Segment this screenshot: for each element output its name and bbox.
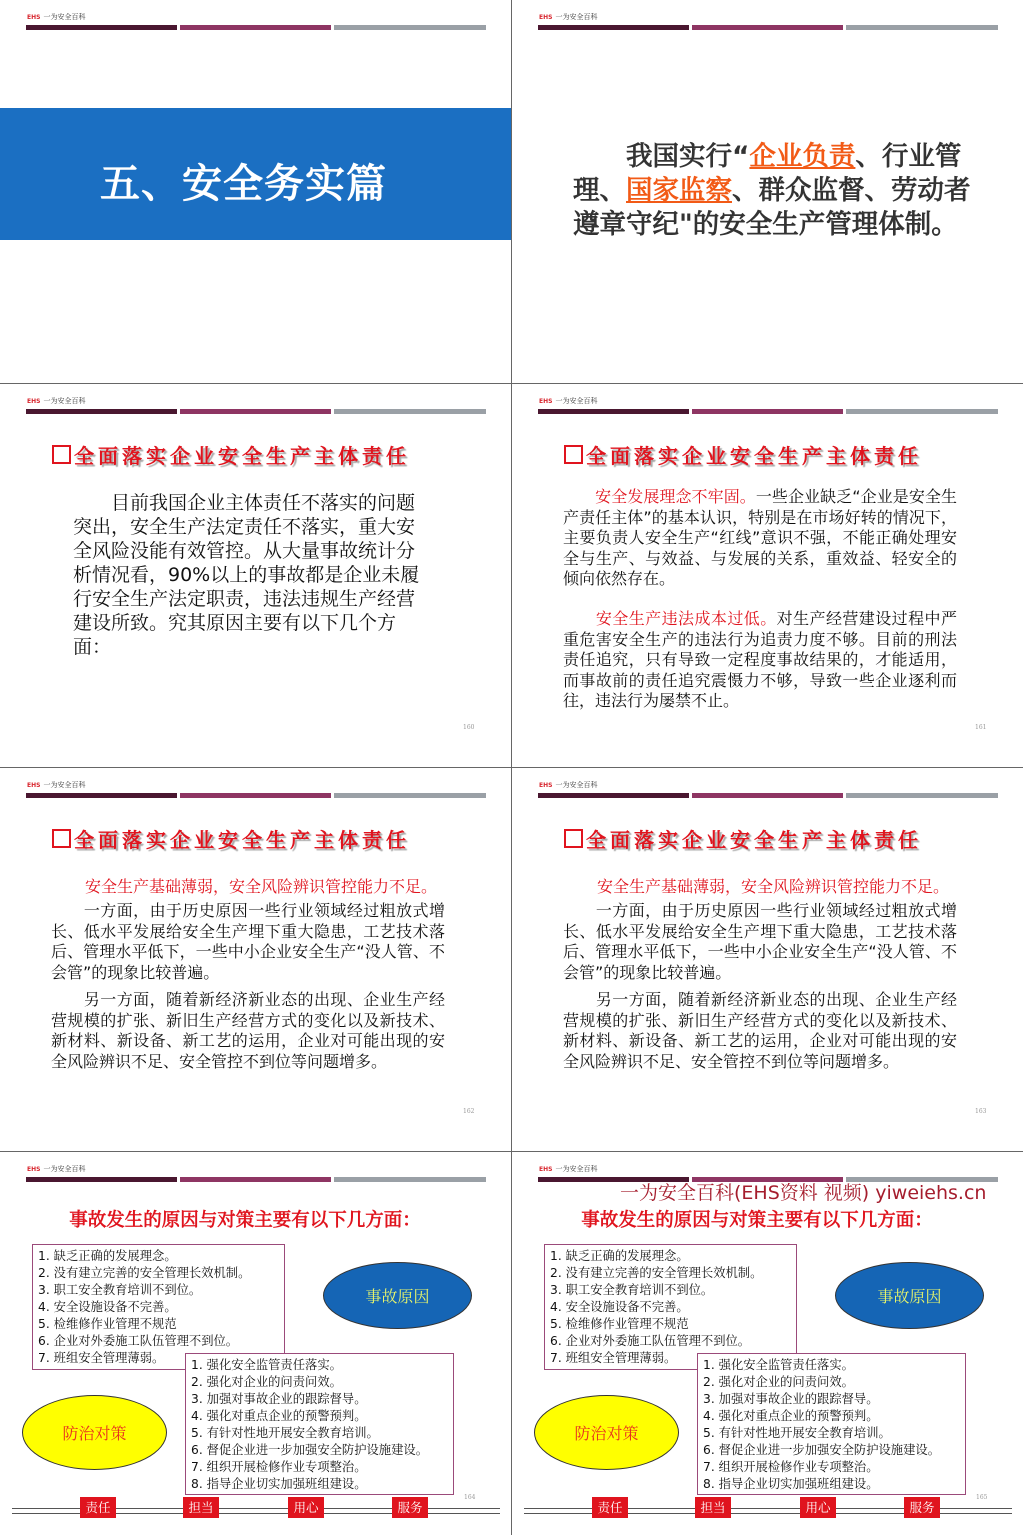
footer-tag: 担当 bbox=[695, 1497, 731, 1518]
logo-text: 一为安全百科 bbox=[43, 1165, 86, 1173]
header-bar-3 bbox=[846, 25, 998, 30]
statement-part: 国家监察 bbox=[626, 175, 732, 206]
causes-list bbox=[32, 1244, 285, 1370]
logo-text: 一为安全百科 bbox=[43, 397, 86, 405]
header-logo bbox=[539, 12, 597, 22]
header-logo bbox=[27, 12, 85, 22]
logo-text: 一为安全百科 bbox=[43, 13, 86, 21]
logo-text: 一为安全百科 bbox=[555, 397, 598, 405]
header-bar-1 bbox=[538, 793, 689, 798]
statement-part: 我国实行“ bbox=[573, 141, 750, 172]
cause-item: 3. 职工安全教育培训不到位。 bbox=[550, 1283, 714, 1297]
slide-subtitle: 安全生产基础薄弱，安全风险辨识管控能力不足。 bbox=[85, 877, 438, 896]
header-bar-1 bbox=[26, 1177, 177, 1182]
cause-item: 7. 班组安全管理薄弱。 bbox=[550, 1351, 677, 1365]
measure-item: 2. 强化对企业的问责问效。 bbox=[703, 1375, 854, 1389]
slide-divider-horizontal bbox=[0, 767, 1023, 768]
header-bar-3 bbox=[846, 793, 998, 798]
measures-list bbox=[185, 1353, 454, 1495]
cause-item: 7. 班组安全管理薄弱。 bbox=[38, 1351, 165, 1365]
slide-subtitle: 安全生产基础薄弱，安全风险辨识管控能力不足。 bbox=[597, 877, 950, 896]
footer-tag: 责任 bbox=[80, 1497, 116, 1518]
checkbox-icon bbox=[564, 445, 583, 464]
slide[interactable] bbox=[0, 0, 511, 383]
measures-list bbox=[697, 1353, 966, 1495]
paragraph-2: 另一方面，随着新经济新业态的出现、企业生产经营规模的扩张、新旧生产经营方式的变化以及新技术、新材料、新设备、新工艺的运用，企业对可能出现的安全风险辨识不足、安全管控不到位等问题增多。 bbox=[51, 990, 445, 1071]
header-logo bbox=[27, 396, 85, 406]
header-bar-1 bbox=[26, 793, 177, 798]
measure-item: 7. 组织开展检修作业专项整治。 bbox=[191, 1460, 367, 1474]
paragraph-1 bbox=[563, 487, 957, 590]
header-logo bbox=[27, 780, 85, 790]
measure-item: 4. 强化对重点企业的预警预判。 bbox=[703, 1409, 879, 1423]
page-number: 162 bbox=[463, 1108, 475, 1115]
measure-item: 7. 组织开展检修作业专项整治。 bbox=[703, 1460, 879, 1474]
header-bar-2 bbox=[692, 409, 843, 414]
slide-divider-horizontal bbox=[0, 1151, 1023, 1152]
statement-part: 、群众监督、劳动者遵章守纪"的安全生产管理体制。 bbox=[573, 175, 971, 240]
slide-divider-horizontal bbox=[0, 383, 1023, 384]
header-logo bbox=[539, 780, 597, 790]
header-bar-1 bbox=[26, 25, 177, 30]
header-bar-2 bbox=[180, 409, 331, 414]
slide[interactable] bbox=[512, 1152, 1023, 1535]
header-bar-2 bbox=[692, 25, 843, 30]
measure-item: 3. 加强对事故企业的跟踪督导。 bbox=[703, 1392, 879, 1406]
slide[interactable] bbox=[512, 384, 1023, 767]
logo-mark: EHS bbox=[539, 398, 553, 405]
slide-title: 事故发生的原因与对策主要有以下几方面： bbox=[69, 1210, 421, 1231]
cause-item: 4. 安全设施设备不完善。 bbox=[38, 1300, 177, 1314]
heading-text: 全面落实企业安全生产主体责任 bbox=[586, 828, 922, 852]
page-number: 160 bbox=[463, 724, 475, 731]
cause-item: 2. 没有建立完善的安全管理长效机制。 bbox=[550, 1266, 763, 1280]
page-number: 161 bbox=[975, 724, 987, 731]
measure-item: 6. 督促企业进一步加强安全防护设施建设。 bbox=[191, 1443, 428, 1457]
footer-tag: 责任 bbox=[592, 1497, 628, 1518]
cause-item: 1. 缺乏正确的发展理念。 bbox=[38, 1249, 177, 1263]
measure-item: 1. 强化安全监管责任落实。 bbox=[191, 1358, 342, 1372]
footer-tag: 担当 bbox=[183, 1497, 219, 1518]
cause-item: 6. 企业对外委施工队伍管理不到位。 bbox=[550, 1334, 751, 1348]
logo-text: 一为安全百科 bbox=[555, 13, 598, 21]
logo-text: 一为安全百科 bbox=[43, 781, 86, 789]
heading-text: 全面落实企业安全生产主体责任 bbox=[74, 444, 410, 468]
measure-item: 5. 有针对性地开展安全教育培训。 bbox=[703, 1426, 891, 1440]
logo-text: 一为安全百科 bbox=[555, 1165, 598, 1173]
causes-list bbox=[544, 1244, 797, 1370]
measure-item: 8. 指导企业切实加强班组建设。 bbox=[191, 1477, 367, 1491]
logo-text: 一为安全百科 bbox=[555, 781, 598, 789]
footer-tag: 用心 bbox=[800, 1497, 836, 1518]
measure-item: 1. 强化安全监管责任落实。 bbox=[703, 1358, 854, 1372]
measure-item: 3. 加强对事故企业的跟踪督导。 bbox=[191, 1392, 367, 1406]
statement-part: 企业负责 bbox=[749, 141, 856, 172]
logo-mark: EHS bbox=[539, 1166, 553, 1173]
section-banner bbox=[0, 108, 511, 240]
header-bar-1 bbox=[26, 409, 177, 414]
logo-mark: EHS bbox=[27, 782, 41, 789]
header-bar-2 bbox=[692, 793, 843, 798]
slide[interactable] bbox=[0, 384, 511, 767]
heading-text: 全面落实企业安全生产主体责任 bbox=[586, 444, 922, 468]
paragraph-2-lead: 安全生产违法成本过低。 bbox=[595, 609, 777, 628]
slide-heading bbox=[52, 824, 410, 853]
page-number: 164 bbox=[464, 1494, 476, 1501]
slide[interactable] bbox=[0, 768, 511, 1151]
header-logo bbox=[27, 1164, 85, 1174]
slide[interactable] bbox=[512, 768, 1023, 1151]
statement-part: 、行业管理、 bbox=[573, 141, 962, 206]
header-logo bbox=[539, 396, 597, 406]
header-bar-2 bbox=[180, 25, 331, 30]
logo-mark: EHS bbox=[27, 14, 41, 21]
watermark: 一为安全百科(EHS资料 视频) yiweiehs.cn bbox=[620, 1182, 987, 1204]
slide-heading bbox=[564, 824, 922, 853]
paragraph-2 bbox=[563, 609, 957, 712]
causes-ellipse: 事故原因 bbox=[835, 1262, 984, 1329]
header-bar-3 bbox=[846, 409, 998, 414]
page-number: 165 bbox=[976, 1494, 988, 1501]
slide-statement bbox=[573, 140, 973, 242]
cause-item: 4. 安全设施设备不完善。 bbox=[550, 1300, 689, 1314]
paragraph-spacer bbox=[563, 609, 596, 628]
header-bar-3 bbox=[334, 1177, 486, 1182]
logo-mark: EHS bbox=[539, 782, 553, 789]
header-bar-1 bbox=[538, 409, 689, 414]
measure-item: 5. 有针对性地开展安全教育培训。 bbox=[191, 1426, 379, 1440]
cause-item: 2. 没有建立完善的安全管理长效机制。 bbox=[38, 1266, 251, 1280]
page-number: 163 bbox=[975, 1108, 987, 1115]
slide[interactable] bbox=[0, 1152, 511, 1535]
slide-body: 目前我国企业主体责任不落实的问题突出，安全生产法定责任不落实，重大安全风险没能有效管控。从大量事故统计分析情况看，90%以上的事故都是企业未履行安全生产法定职责，违法违规生产经营建设所致。究其原因主要有以下几个方面： bbox=[73, 492, 420, 658]
logo-mark: EHS bbox=[27, 1166, 41, 1173]
header-bar-2 bbox=[180, 1177, 331, 1182]
cause-item: 1. 缺乏正确的发展理念。 bbox=[550, 1249, 689, 1263]
header-bar-3 bbox=[334, 25, 486, 30]
slide-title: 事故发生的原因与对策主要有以下几方面： bbox=[581, 1210, 933, 1231]
measure-item: 6. 督促企业进一步加强安全防护设施建设。 bbox=[703, 1443, 940, 1457]
cause-item: 5. 检维修作业管理不规范 bbox=[550, 1317, 689, 1331]
checkbox-icon bbox=[52, 829, 71, 848]
slide[interactable] bbox=[512, 0, 1023, 383]
heading-text: 全面落实企业安全生产主体责任 bbox=[74, 828, 410, 852]
checkbox-icon bbox=[564, 829, 583, 848]
cause-item: 3. 职工安全教育培训不到位。 bbox=[38, 1283, 202, 1297]
paragraph-spacer bbox=[563, 487, 595, 506]
cause-item: 5. 检维修作业管理不规范 bbox=[38, 1317, 177, 1331]
logo-mark: EHS bbox=[539, 14, 553, 21]
section-title: 五、安全务实篇 bbox=[100, 161, 387, 207]
header-bar-1 bbox=[538, 25, 689, 30]
paragraph-1: 一方面，由于历史原因一些行业领域经过粗放式增长、低水平发展给安全生产埋下重大隐患，工艺技术落后、管理水平低下，一些中小企业安全生产“没人管、不会管”的现象比较普遍。 bbox=[563, 901, 957, 982]
header-bar-3 bbox=[334, 793, 486, 798]
header-logo bbox=[539, 1164, 597, 1174]
footer-tag: 服务 bbox=[904, 1497, 940, 1518]
slide-heading bbox=[52, 440, 410, 469]
footer-tag: 服务 bbox=[392, 1497, 428, 1518]
measures-ellipse: 防治对策 bbox=[22, 1395, 167, 1470]
paragraph-2: 另一方面，随着新经济新业态的出现、企业生产经营规模的扩张、新旧生产经营方式的变化以及新技术、新材料、新设备、新工艺的运用，企业对可能出现的安全风险辨识不足、安全管控不到位等问题增多。 bbox=[563, 990, 957, 1071]
measure-item: 8. 指导企业切实加强班组建设。 bbox=[703, 1477, 879, 1491]
header-bar-3 bbox=[334, 409, 486, 414]
cause-item: 6. 企业对外委施工队伍管理不到位。 bbox=[38, 1334, 239, 1348]
paragraph-2-text: 对生产经营建设过程中严重危害安全生产的违法行为追责力度不够。目前的刑法责任追究，只有导致一定程度事故结果的，才能适用，而事故前的责任追究震慑力不够，导致一些企业逐利而往，违法行为屡禁不止。 bbox=[563, 609, 957, 710]
paragraph-1: 一方面，由于历史原因一些行业领域经过粗放式增长、低水平发展给安全生产埋下重大隐患，工艺技术落后、管理水平低下，一些中小企业安全生产“没人管、不会管”的现象比较普遍。 bbox=[51, 901, 445, 982]
checkbox-icon bbox=[52, 445, 71, 464]
measure-item: 4. 强化对重点企业的预警预判。 bbox=[191, 1409, 367, 1423]
paragraph-1-text: 一些企业缺乏“企业是安全生产责任主体”的基本认识，特别是在市场好转的情况下，主要负责人安全生产“红线”意识不强，不能正确处理安全与生产、与效益、与发展的关系，重效益、轻安全的倾向依然存在。 bbox=[563, 487, 957, 588]
causes-ellipse: 事故原因 bbox=[323, 1262, 472, 1329]
paragraph-1-lead: 安全发展理念不牢固。 bbox=[595, 487, 756, 506]
header-bar-2 bbox=[180, 793, 331, 798]
slide-heading bbox=[564, 440, 922, 469]
logo-mark: EHS bbox=[27, 398, 41, 405]
footer-tag: 用心 bbox=[288, 1497, 324, 1518]
measure-item: 2. 强化对企业的问责问效。 bbox=[191, 1375, 342, 1389]
measures-ellipse: 防治对策 bbox=[534, 1395, 679, 1470]
